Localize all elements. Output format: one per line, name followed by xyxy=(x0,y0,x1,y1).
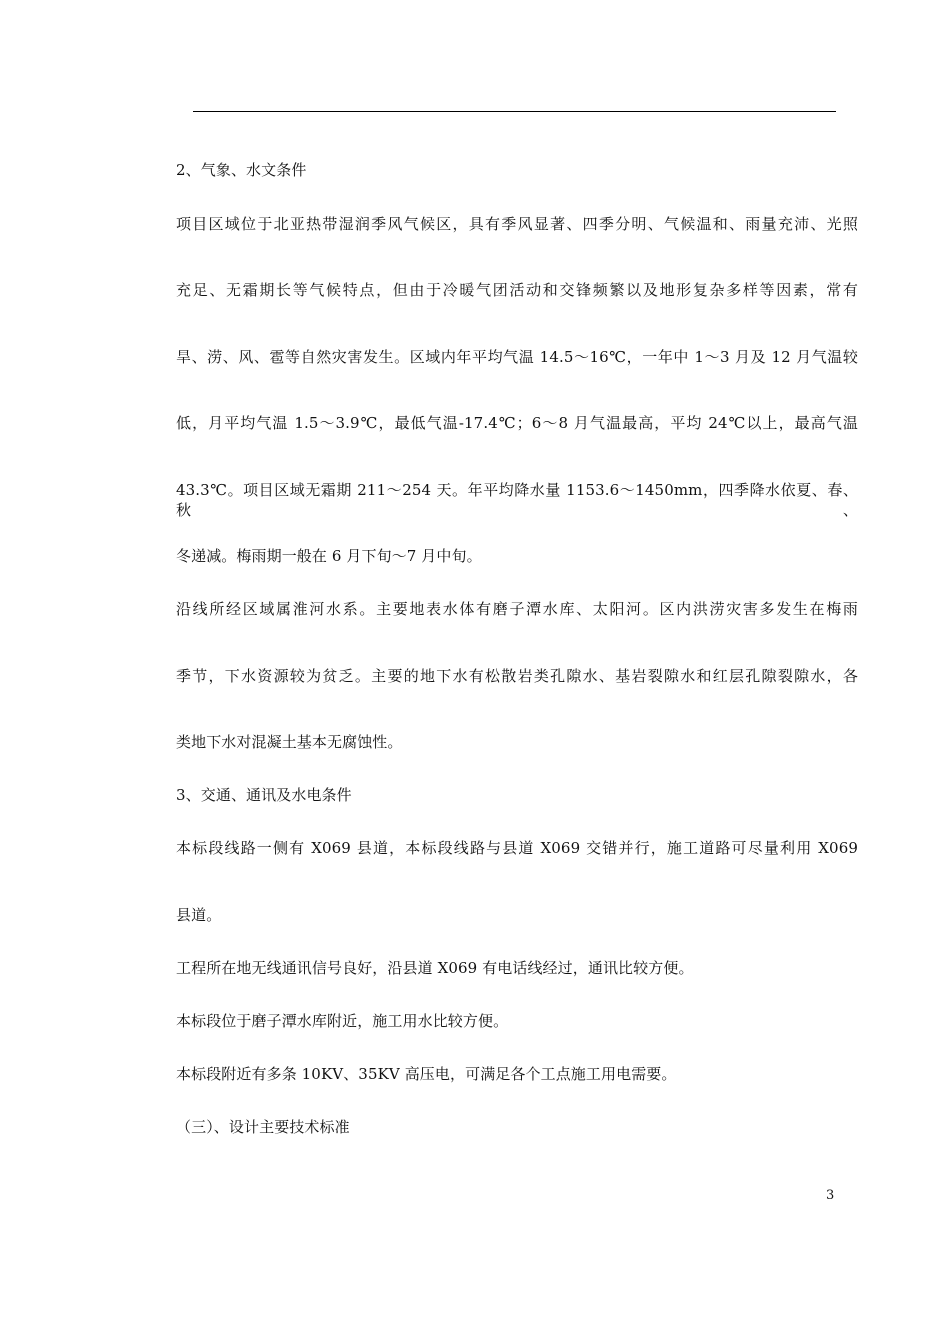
section-2-heading: 2、气象、水文条件 xyxy=(176,161,307,179)
paragraph-line: 本标段线路一侧有 X069 县道，本标段线路与县道 X069 交错并行，施工道路可尽量利用 X069 xyxy=(176,839,858,857)
paragraph-line: 季节，下水资源较为贫乏。主要的地下水有松散岩类孔隙水、基岩裂隙水和红层孔隙裂隙水，各 xyxy=(176,667,858,685)
paragraph-line: 低，月平均气温 1.5～3.9℃，最低气温-17.4℃；6～8 月气温最高，平均 24℃以上，最高气温 xyxy=(176,414,858,432)
paragraph-line: 本标段附近有多条 10KV、35KV 高压电，可满足各个工点施工用电需要。 xyxy=(176,1065,677,1083)
section-3-heading: 3、交通、通讯及水电条件 xyxy=(176,786,352,804)
paragraph-line: 充足、无霜期长等气候特点，但由于冷暖气团活动和交锋频繁以及地形复杂多样等因素，常有 xyxy=(176,281,858,299)
paragraph-line: 项目区域位于北亚热带湿润季风气候区，具有季风显著、四季分明、气候温和、雨量充沛、光照 xyxy=(176,215,858,233)
page-number: 3 xyxy=(826,1188,835,1203)
section-three-heading: （三）、设计主要技术标准 xyxy=(176,1118,350,1136)
paragraph-line: 本标段位于磨子潭水库附近，施工用水比较方便。 xyxy=(176,1012,509,1030)
paragraph-line: 43.3℃。项目区域无霜期 211～254 天。年平均降水量 1153.6～1450mm，四季降水依夏、春、秋、 xyxy=(176,481,858,519)
paragraph-line: 沿线所经区域属淮河水系。主要地表水体有磨子潭水库、太阳河。区内洪涝灾害多发生在梅雨 xyxy=(176,600,858,618)
paragraph-line: 工程所在地无线通讯信号良好，沿县道 X069 有电话线经过，通讯比较方便。 xyxy=(176,959,694,977)
paragraph-line: 县道。 xyxy=(176,906,222,924)
paragraph-line: 类地下水对混凝土基本无腐蚀性。 xyxy=(176,733,403,751)
header-rule xyxy=(193,111,836,112)
paragraph-line: 旱、涝、风、雹等自然灾害发生。区域内年平均气温 14.5～16℃，一年中 1～3 月及 12 月气温较 xyxy=(176,348,858,366)
paragraph-line: 冬递减。梅雨期一般在 6 月下旬～7 月中旬。 xyxy=(176,547,482,565)
